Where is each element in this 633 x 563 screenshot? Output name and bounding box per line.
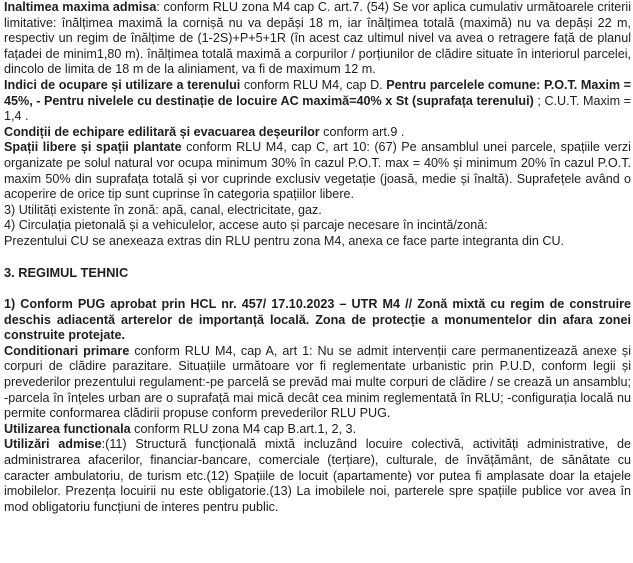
allowed-uses-text: :(11) Structură funcțională mixtă incluzând locuire colectivă, activități administrative, de administrarea afacerilor, financiar-bancare, comerciale (terțiare), culturale, de învățământ, de sănătate cu caracter ambulatoriu, de turism etc.(12) Spațiile de locuit (apartamente) vor putea fi amplasate doar la etajele imobilelor. Prezența locuirii nu este obligatorie.(13) La imobilele noi, parterele spre spațiile publice vor avea în mod obligatoriu funcțiuni de interes pentru public. bbox=[4, 437, 632, 514]
height-text: : conform RLU zona M4 cap C. art.7. (54) Se vor aplica cumulativ următoarele criterii limitative: înălțimea maximă la cornișă nu va depăși 18 m, iar înălțimea totală (maximă) nu va depăși 22 m, respectiv un regim de înălțime de (1-2S)+P+5+1R (în acest caz ultimul nivel va avea o retragere față de planul fațadei de minim1,80 m). înălțimea totală maximă a corpurilor / porțiunilor de clădire situate în interiorul parcelei, dincolo de limita de 18 m de la aliniament, va fi de maximum 12 m. bbox=[4, 0, 631, 77]
pug-heading: 1) Conform PUG aprobat prin HCL nr. 457/ 17.10.2023 – UTR M4 // Zonă mixtă cu regim de construire deschis adiacentă arterelor de importanță locală. Zona de protecție a monumentelor din afara zonei construite protejate. bbox=[4, 297, 631, 343]
primary-conditions-heading: Conditionari primare bbox=[4, 343, 130, 358]
green-spaces-heading: Spații libere și spații plantate bbox=[4, 140, 182, 155]
functional-use-text: conform RLU zona M4 cap B.art.1, 2, 3. bbox=[130, 421, 357, 436]
annex-note-line: Prezentului CU se anexeaza extras din RLU pentru zona M4, anexa ce face parte integranta din CU. bbox=[4, 233, 565, 248]
utilities-conditions-heading: Condiții de echipare edilitară și evacuarea deșeurilor bbox=[4, 124, 320, 139]
functional-use-heading: Utilizarea functionala bbox=[4, 421, 131, 436]
allowed-uses-heading: Utilizări admise bbox=[4, 437, 102, 452]
section-title: 3. REGIMUL TEHNIC bbox=[4, 264, 129, 280]
allowed-uses-paragraph bbox=[4, 437, 631, 515]
existing-utilities-line: 3) Utilități existente în zonă: apă, canal, electricitate, gaz. bbox=[4, 202, 322, 217]
land-use-cut: ; C.U.T. Maxim = 1,4 . bbox=[4, 93, 631, 124]
functional-use-paragraph bbox=[4, 422, 631, 438]
pug-paragraph bbox=[4, 297, 631, 344]
utilities-conditions-paragraph bbox=[4, 125, 631, 141]
height-paragraph bbox=[4, 0, 631, 78]
circulation-line: 4) Circulația pietonală și a vehiculelor, accese auto și parcaje necesare în incintă/zonă: bbox=[4, 218, 488, 233]
green-spaces-paragraph bbox=[4, 140, 631, 202]
land-use-paragraph bbox=[4, 78, 631, 125]
primary-conditions-paragraph bbox=[4, 344, 631, 422]
green-spaces-text: conform RLU M4, cap C, art 10: (67) Pe ansamblul unei parcele, spațiile verzi organizate pe solul natural vor ocupa minimum 30% în cazul P.O.T. max = 40% și minimum 20% în cazul P.O.T. maxim 50% din suprafața totală și vor cuprinde exclusiv vegetație (joasă, medie și înaltă). Suprafețele având o acoperire de orice tip sunt cuprinse în categoria spațiilor libere. bbox=[4, 140, 631, 202]
land-use-text: conform RLU M4, cap D. bbox=[240, 77, 387, 92]
height-heading: Inaltimea maxima admisa bbox=[4, 0, 157, 14]
utilities-conditions-text: conform art.9 . bbox=[319, 124, 405, 139]
primary-conditions-text: conform RLU M4, cap A, art 1: Nu se admit intervenții care permanentizează anexe și corpuri de clădire parazitare. Situațiile următoare vor fi reglementate urbanistic prin P.U.D, conform legii și prevederilor prezentului regulament:-pe parcelă se prevăd mai multe corpuri de clădire / se crează un ansamblu; -parcela în înțeles urban are o suprafață mai mică decât cea minim reglementată în RLU; -configurația locală nu permite conformarea clădirii propuse conform prevederilor RLU PUG. bbox=[4, 343, 631, 421]
land-use-heading: Indici de ocupare și utilizare a terenului bbox=[4, 77, 241, 92]
land-use-indices: Pentru parcelele comune: P.O.T. Maxim = 45%, - Pentru nivelele cu destinație de locuire AC maximă=40% x St (suprafața terenului) bbox=[4, 77, 631, 108]
